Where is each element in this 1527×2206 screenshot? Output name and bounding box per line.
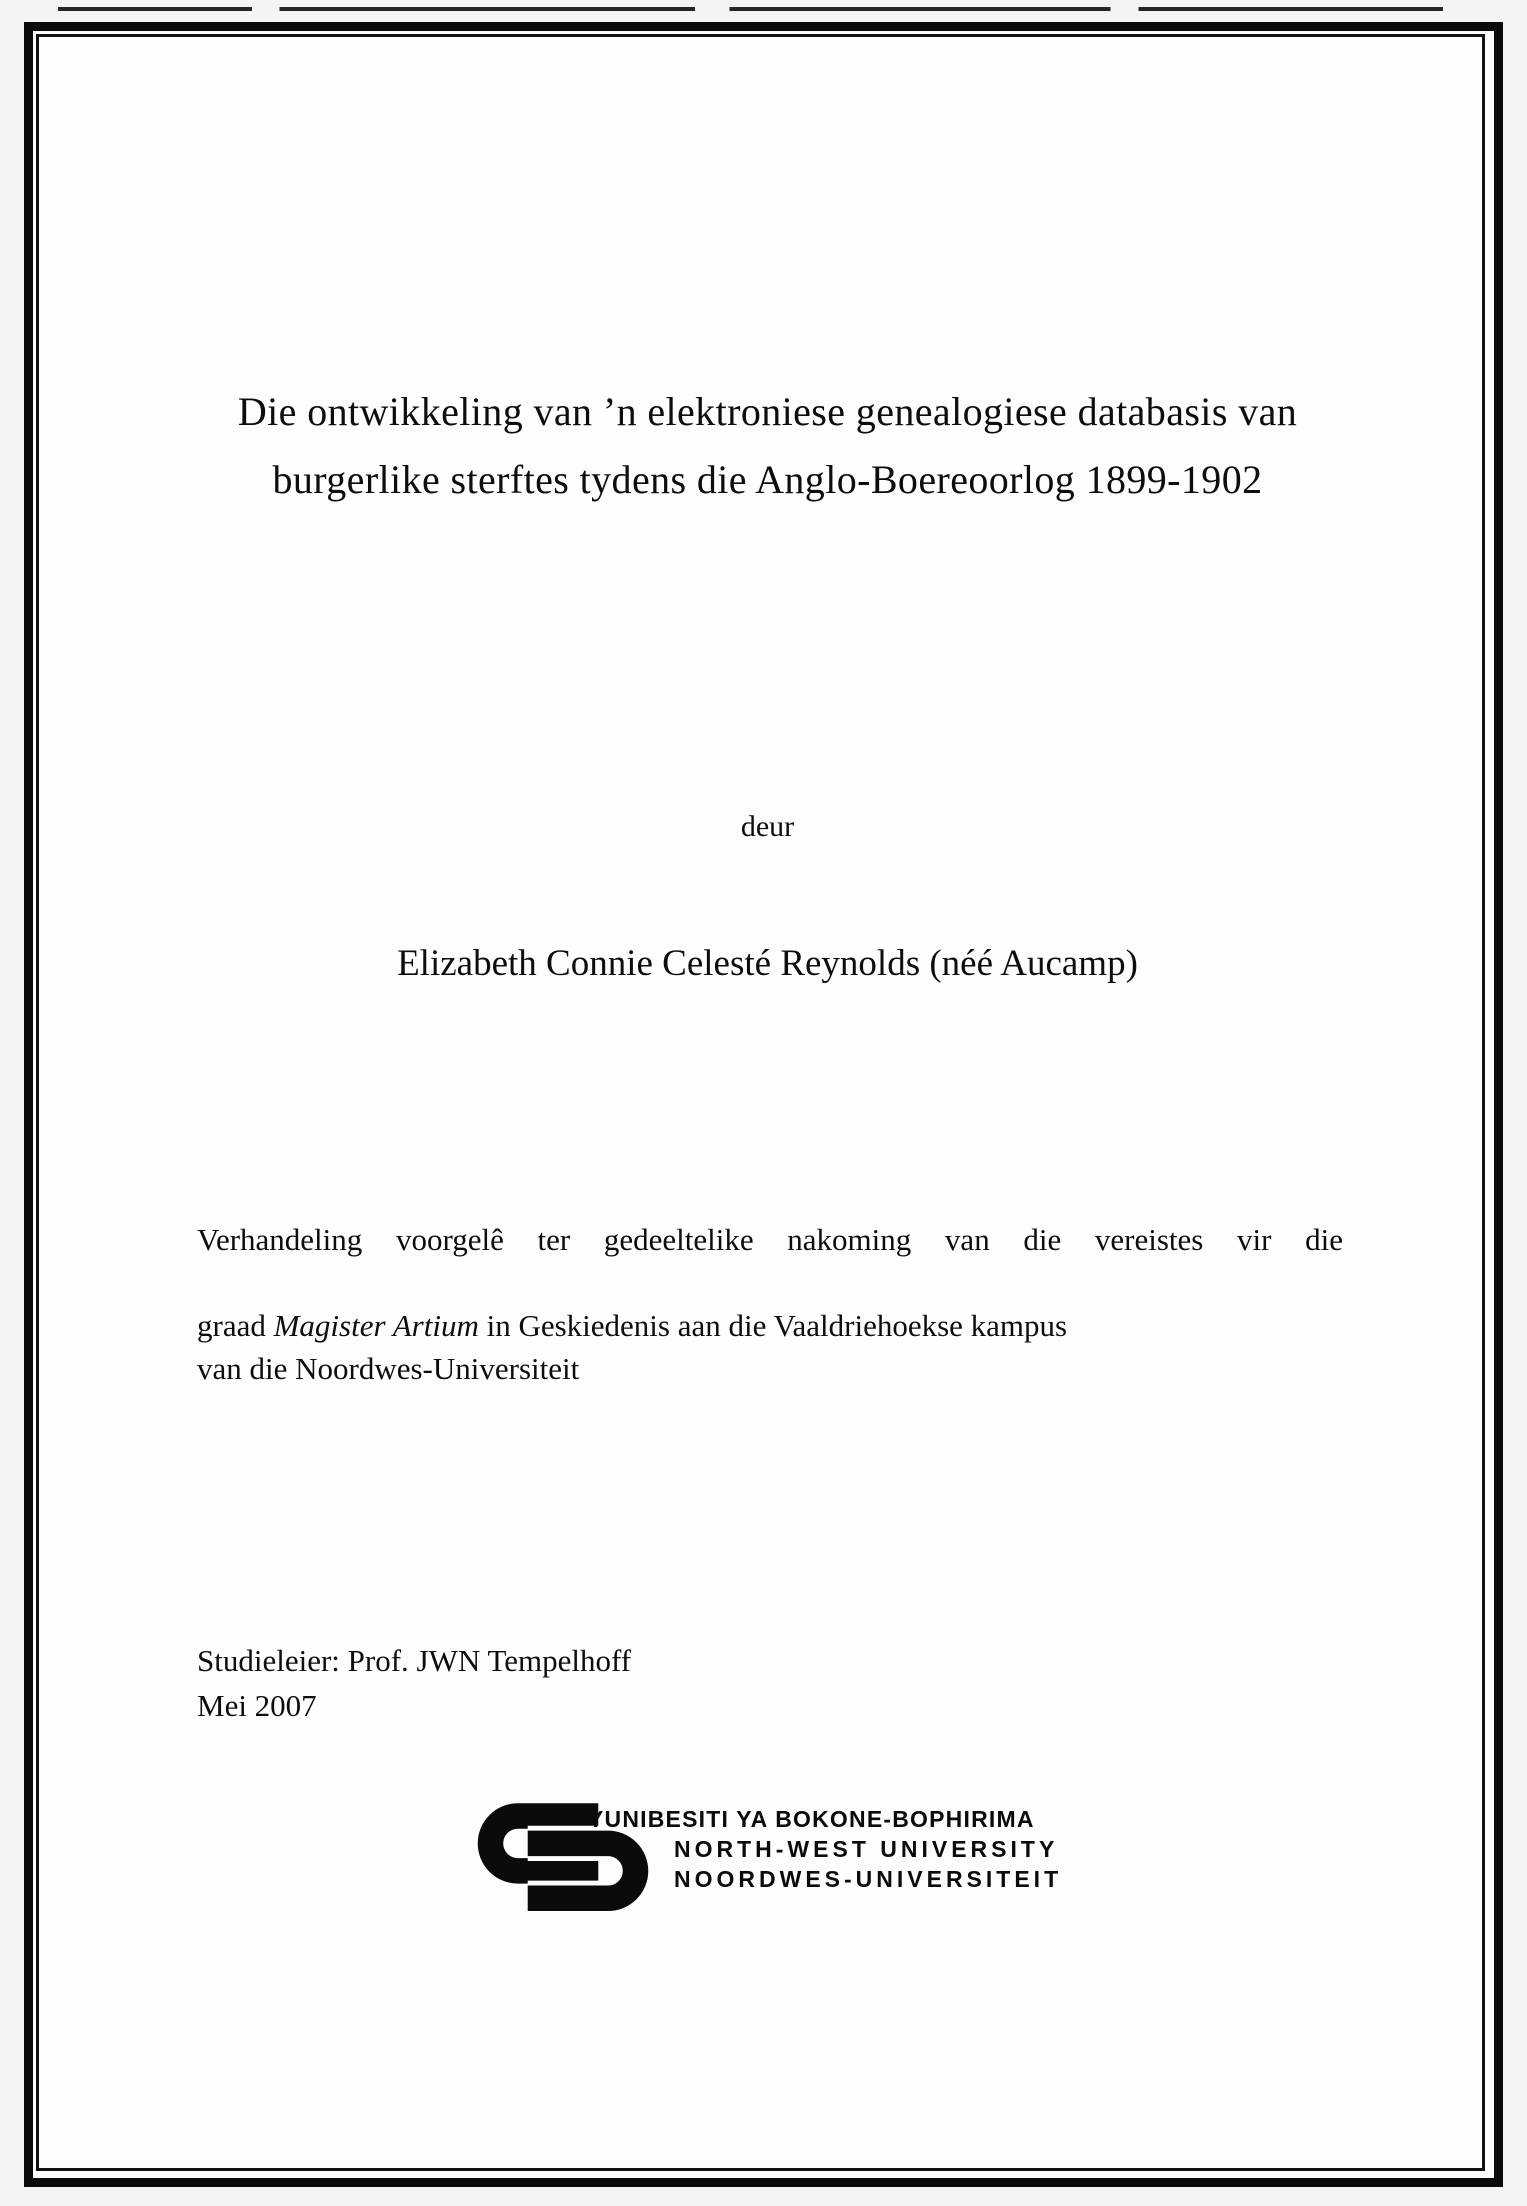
thesis-title-line2: burgerlike sterftes tydens die Anglo-Boereoorlog 1899-1902 bbox=[272, 457, 1263, 502]
logo-line-setswana: YUNIBESITI YA BOKONE-BOPHIRIMA bbox=[588, 1806, 1035, 1832]
degree-name-italic: Magister Artium bbox=[273, 1308, 479, 1343]
byline-deur: deur bbox=[740, 810, 795, 843]
declaration-line3: van die Noordwes-Universiteit bbox=[197, 1351, 580, 1386]
logo-line-english: NORTH-WEST UNIVERSITY bbox=[674, 1836, 1059, 1862]
logo-line-afrikaans: NOORDWES-UNIVERSITEIT bbox=[674, 1866, 1063, 1892]
nwu-logo bbox=[465, 1798, 1085, 1933]
author-name: Elizabeth Connie Celesté Reynolds (néé Aucamp) bbox=[397, 943, 1138, 984]
declaration-paragraph bbox=[197, 1218, 1343, 1390]
date-line: Mei 2007 bbox=[197, 1688, 317, 1723]
declaration-line1: Verhandeling voorgelê ter gedeeltelike nakoming van die vereistes vir die bbox=[197, 1222, 1343, 1257]
nwu-logo-text bbox=[588, 1804, 1062, 1894]
supervisor-block bbox=[197, 1638, 1097, 1728]
declaration-line2-pre: graad bbox=[197, 1308, 266, 1343]
thesis-title bbox=[190, 378, 1345, 514]
declaration-line2 bbox=[197, 1304, 1343, 1347]
supervisor-line: Studieleier: Prof. JWN Tempelhoff bbox=[197, 1643, 632, 1678]
thesis-title-line1: Die ontwikkeling van ’n elektroniese genealogiese databasis van bbox=[237, 389, 1298, 434]
scan-artifact-top-edge bbox=[58, 7, 1443, 11]
declaration-line2-post: in Geskiedenis aan die Vaaldriehoekse kampus bbox=[486, 1308, 1068, 1343]
